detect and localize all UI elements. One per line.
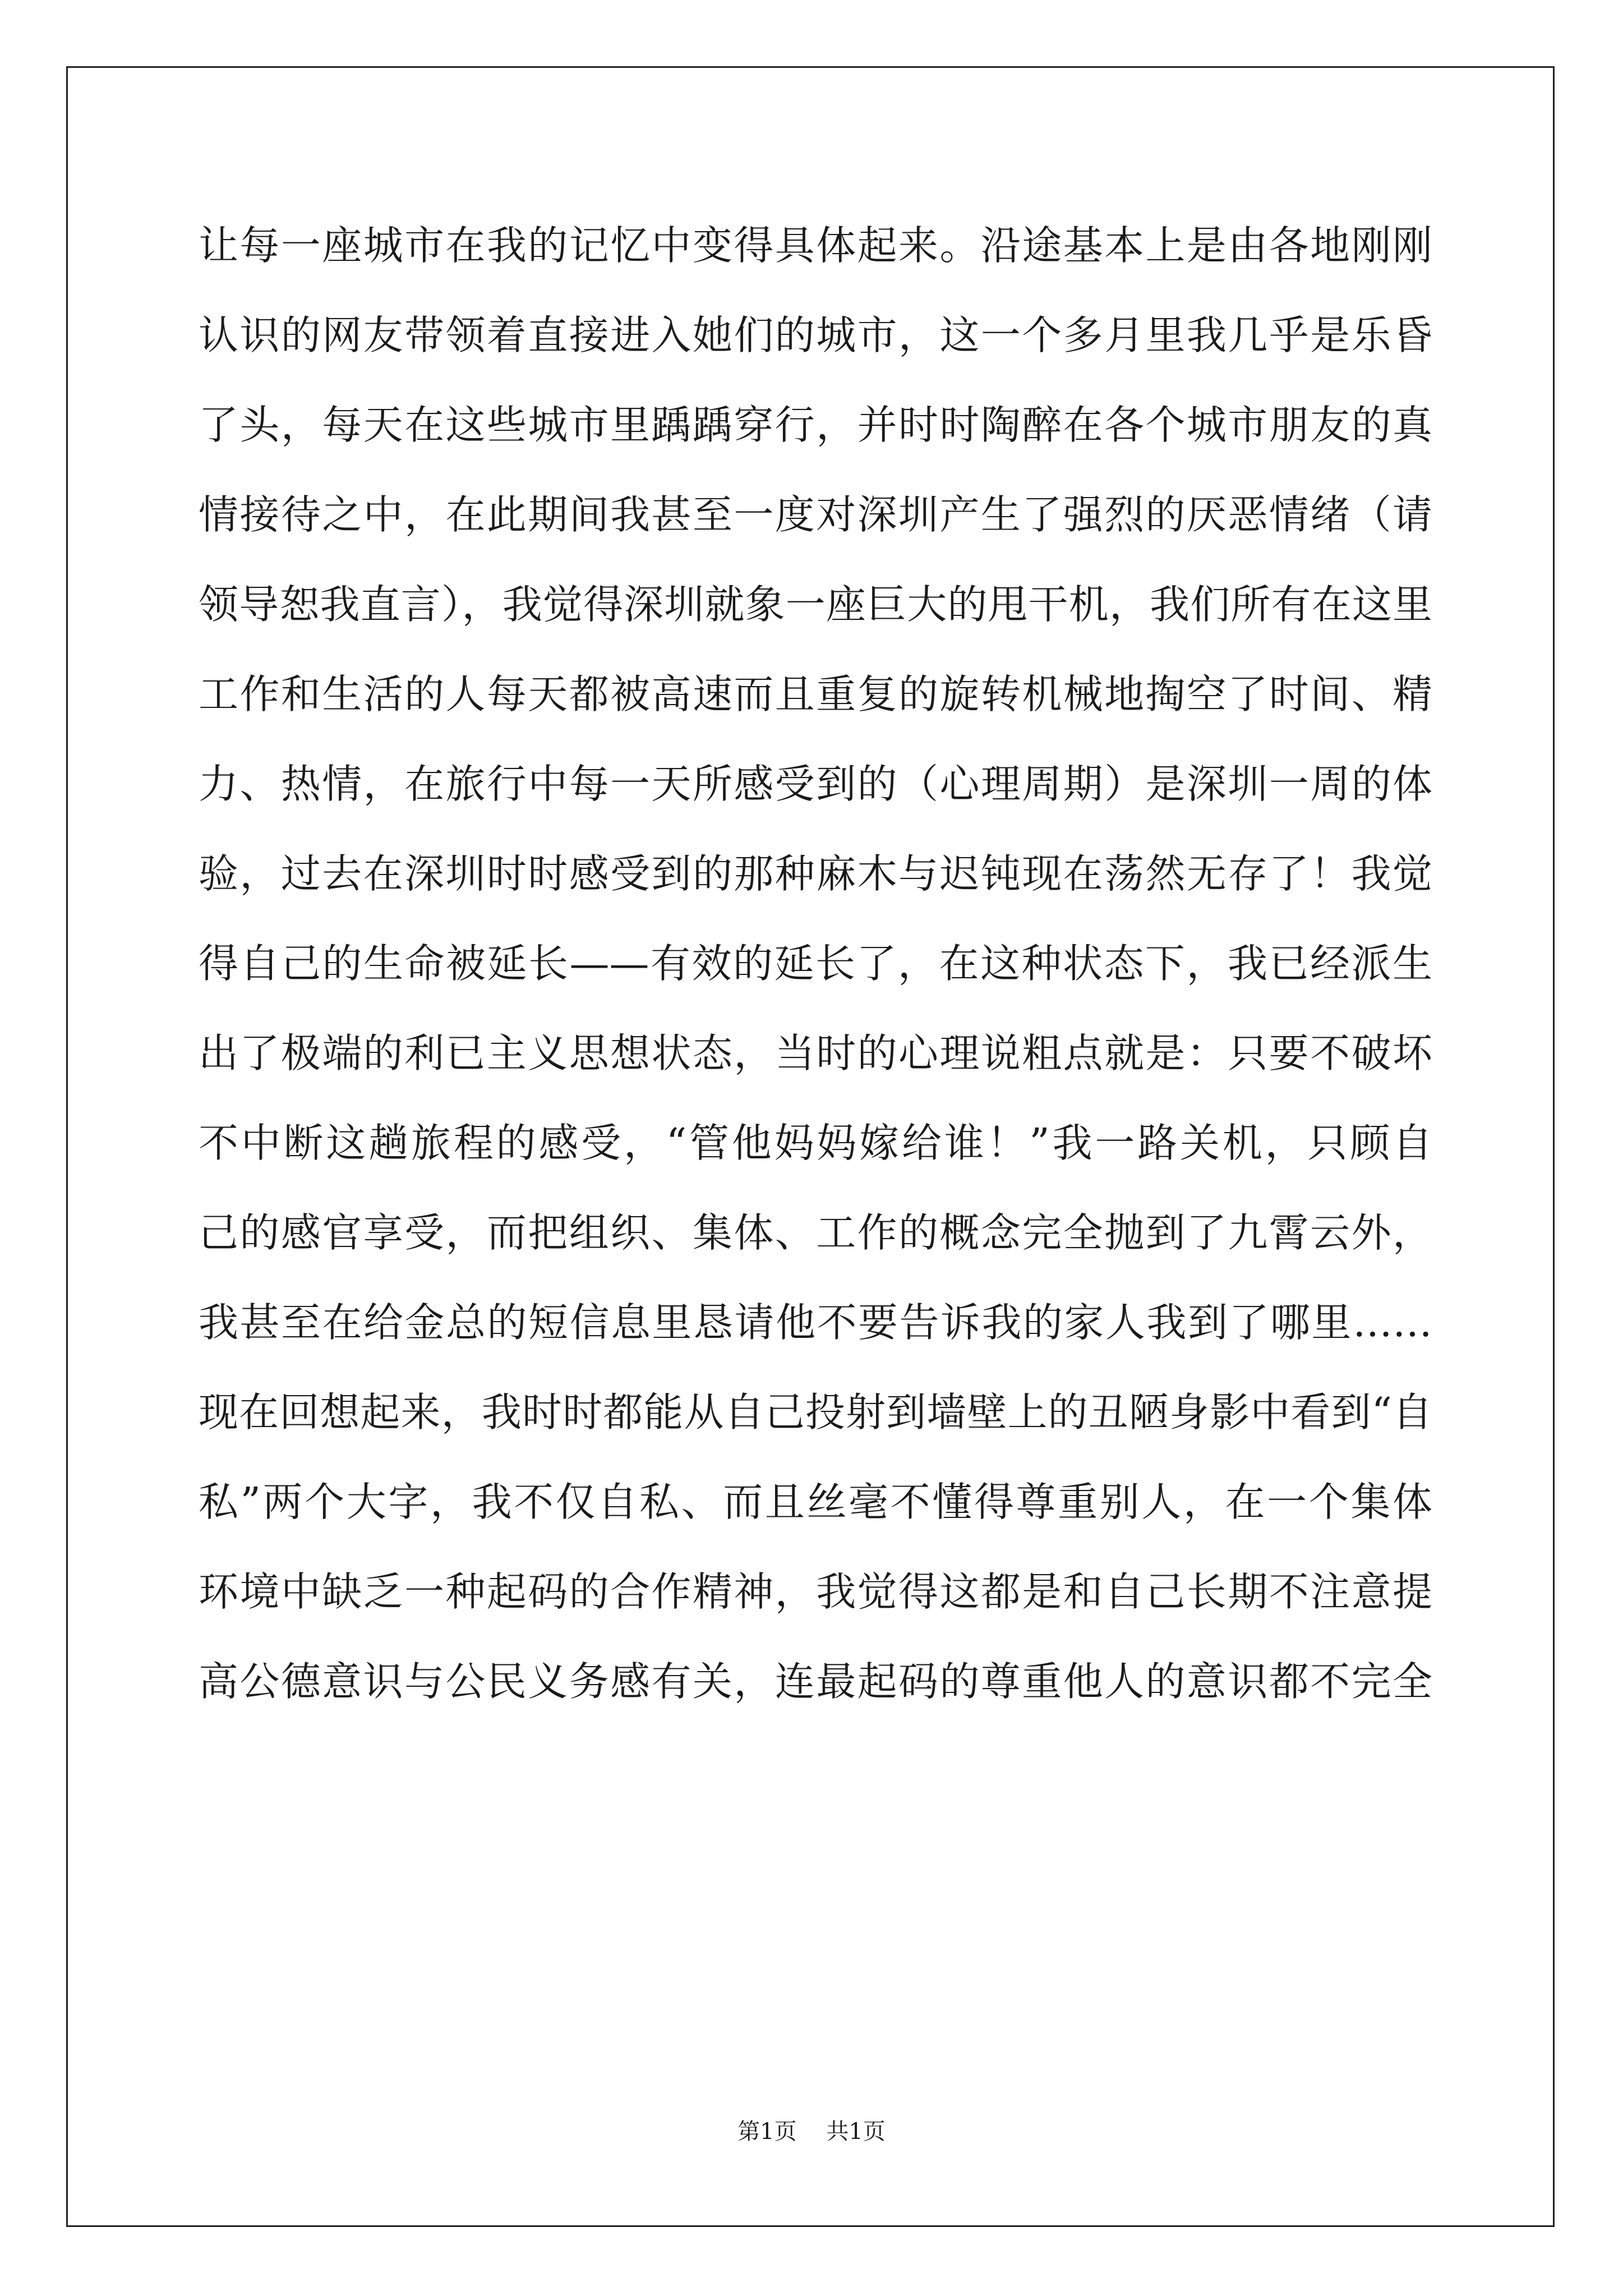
page-total: 共1页 bbox=[826, 2119, 886, 2145]
page-number: 第1页 bbox=[737, 2119, 797, 2145]
text-line: 私”两个大字，我不仅自私、而且丝毫不懂得尊重别人，在一个集体 bbox=[199, 1479, 1432, 1525]
text-line: 现在回想起来，我时时都能从自己投射到墙壁上的丑陋身影中看到“自 bbox=[199, 1389, 1432, 1435]
text-line: 了头，每天在这些城市里踽踽穿行，并时时陶醉在各个城市朋友的真 bbox=[199, 402, 1432, 448]
document-body bbox=[199, 201, 1432, 1727]
text-line: 高公德意识与公民义务感有关，连最起码的尊重他人的意识都不完全 bbox=[199, 1658, 1432, 1705]
text-line: 让每一座城市在我的记忆中变得具体起来。沿途基本上是由各地刚刚 bbox=[199, 222, 1432, 269]
text-line: 我甚至在给金总的短信息里恳请他不要告诉我的家人我到了哪里…… bbox=[199, 1299, 1432, 1346]
text-line: 情接待之中，在此期间我甚至一度对深圳产生了强烈的厌恶情绪（请 bbox=[199, 491, 1432, 538]
text-line: 得自己的生命被延长——有效的延长了，在这种状态下，我已经派生 bbox=[199, 940, 1432, 987]
text-line: 力、热情，在旅行中每一天所感受到的（心理周期）是深圳一周的体 bbox=[199, 761, 1432, 807]
text-line: 环境中缺乏一种起码的合作精神，我觉得这都是和自己长期不注意提 bbox=[199, 1568, 1432, 1615]
text-line: 不中断这趟旅程的感受，“管他妈妈嫁给谁！”我一路关机，只顾自 bbox=[199, 1120, 1432, 1166]
text-line: 认识的网友带领着直接进入她们的城市，这一个多月里我几乎是乐昏 bbox=[199, 312, 1432, 358]
text-line: 工作和生活的人每天都被高速而且重复的旋转机械地掏空了时间、精 bbox=[199, 671, 1432, 717]
text-line: 验，过去在深圳时时感受到的那种麻木与迟钝现在荡然无存了！我觉 bbox=[199, 850, 1432, 897]
text-line: 领导恕我直言），我觉得深圳就象一座巨大的甩干机，我们所有在这里 bbox=[199, 581, 1432, 628]
page-footer bbox=[0, 2115, 1623, 2148]
text-line: 出了极端的利已主义思想状态，当时的心理说粗点就是：只要不破坏 bbox=[199, 1030, 1432, 1076]
text-line: 己的感官享受，而把组织、集体、工作的概念完全抛到了九霄云外， bbox=[199, 1209, 1432, 1256]
